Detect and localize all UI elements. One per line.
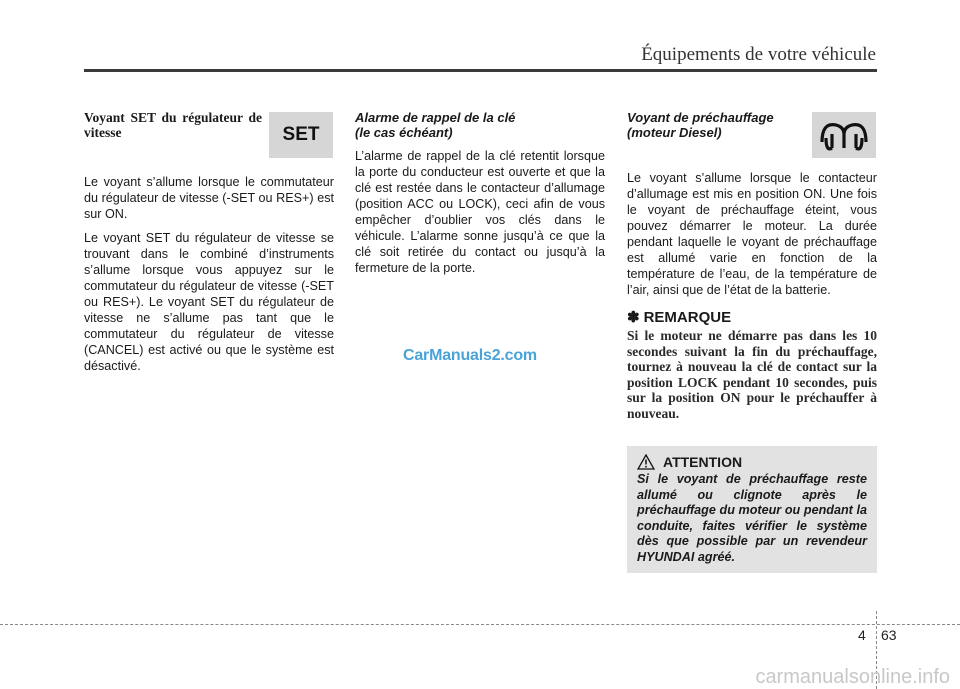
glow-paragraph: Le voyant s’allume lorsque le contacteur d’allumage est mis en position ON. Une fois le voyant de préchauffage éteint, vous pouvez démarrer le moteur. La durée pendant laquelle le voyant de préchauffage est allumé varie en fonction de la température de l’eau, de la température de l’air, ainsi que de l’état de la batterie. xyxy=(627,171,877,297)
key-reminder-heading: Alarme de rappel de la clé xyxy=(355,110,516,125)
remark-heading xyxy=(627,308,877,326)
remark-text: Si le moteur ne démarre pas dans les 10 secondes suivant la fin du préchauffage, tournez à nouveau la clé de contact sur la position LOCK pendant 10 secondes, puis sur la position ON pour le préchauffer à nouveau. xyxy=(627,328,877,421)
key-reminder-paragraph: L’alarme de rappel de la clé retentit lorsque la porte du conducteur est ouverte et que la clé est restée dans le contacteur d’allumage (position ACC ou LOCK), ceci afin de vous empêcher d’oublier vos clés dans le véhicule. L’alarme sonne jusqu’à ce que la clé soit retirée du contact ou jusqu’à la fermeture de la porte. xyxy=(355,149,605,275)
attention-heading xyxy=(637,454,867,470)
glow-plug-icon xyxy=(812,112,876,158)
attention-title: ATTENTION xyxy=(663,454,743,470)
set-paragraph-1: Le voyant s’allume lorsque le commutateur du régulateur de vitesse (-SET ou RES+) est sur ON. xyxy=(84,175,334,221)
set-paragraph-2: Le voyant SET du régulateur de vitesse se trouvant dans le combiné d’instruments s’allume lorsque vous appuyez sur le commutateur du régulateur de vitesse (-SET ou RES+). Le voyant SET du régulateur de vitesse ne s’allume pas tant que le commutateur du régulateur de vitesse (CANCEL) est activé ou que le système est désactivé. xyxy=(84,231,334,373)
chapter-number: 4 xyxy=(858,627,866,643)
footer-site-link[interactable]: carmanualsonline.info xyxy=(755,666,950,688)
asterisk-icon: ✽ xyxy=(627,309,640,326)
header-divider xyxy=(84,69,877,72)
key-reminder-subheading: (le cas échéant) xyxy=(355,125,453,140)
glow-heading: Voyant de préchauffage xyxy=(627,110,774,125)
set-indicator-icon: SET xyxy=(269,112,333,158)
warning-triangle-icon xyxy=(637,454,655,470)
column-glow-indicator xyxy=(627,110,877,421)
glow-subheading: (moteur Diesel) xyxy=(627,125,722,140)
column-set-indicator xyxy=(84,110,334,382)
attention-text: Si le voyant de préchauffage reste allumé ou clignote après le préchauffage du moteur ou pendant la conduite, faites vérifier le système dès que possible par un revendeur HYUNDAI agréé. xyxy=(637,472,867,564)
watermark-link[interactable]: CarManuals2.com xyxy=(403,347,537,364)
attention-box xyxy=(627,446,877,573)
column-key-reminder xyxy=(355,110,605,284)
page-header-title: Équipements de votre véhicule xyxy=(641,44,876,65)
set-indicator-heading: Voyant SET du régulateur de vitesse xyxy=(84,110,262,140)
page-number: 63 xyxy=(881,627,897,643)
footer-divider xyxy=(0,624,960,625)
remark-title: REMARQUE xyxy=(643,308,732,326)
